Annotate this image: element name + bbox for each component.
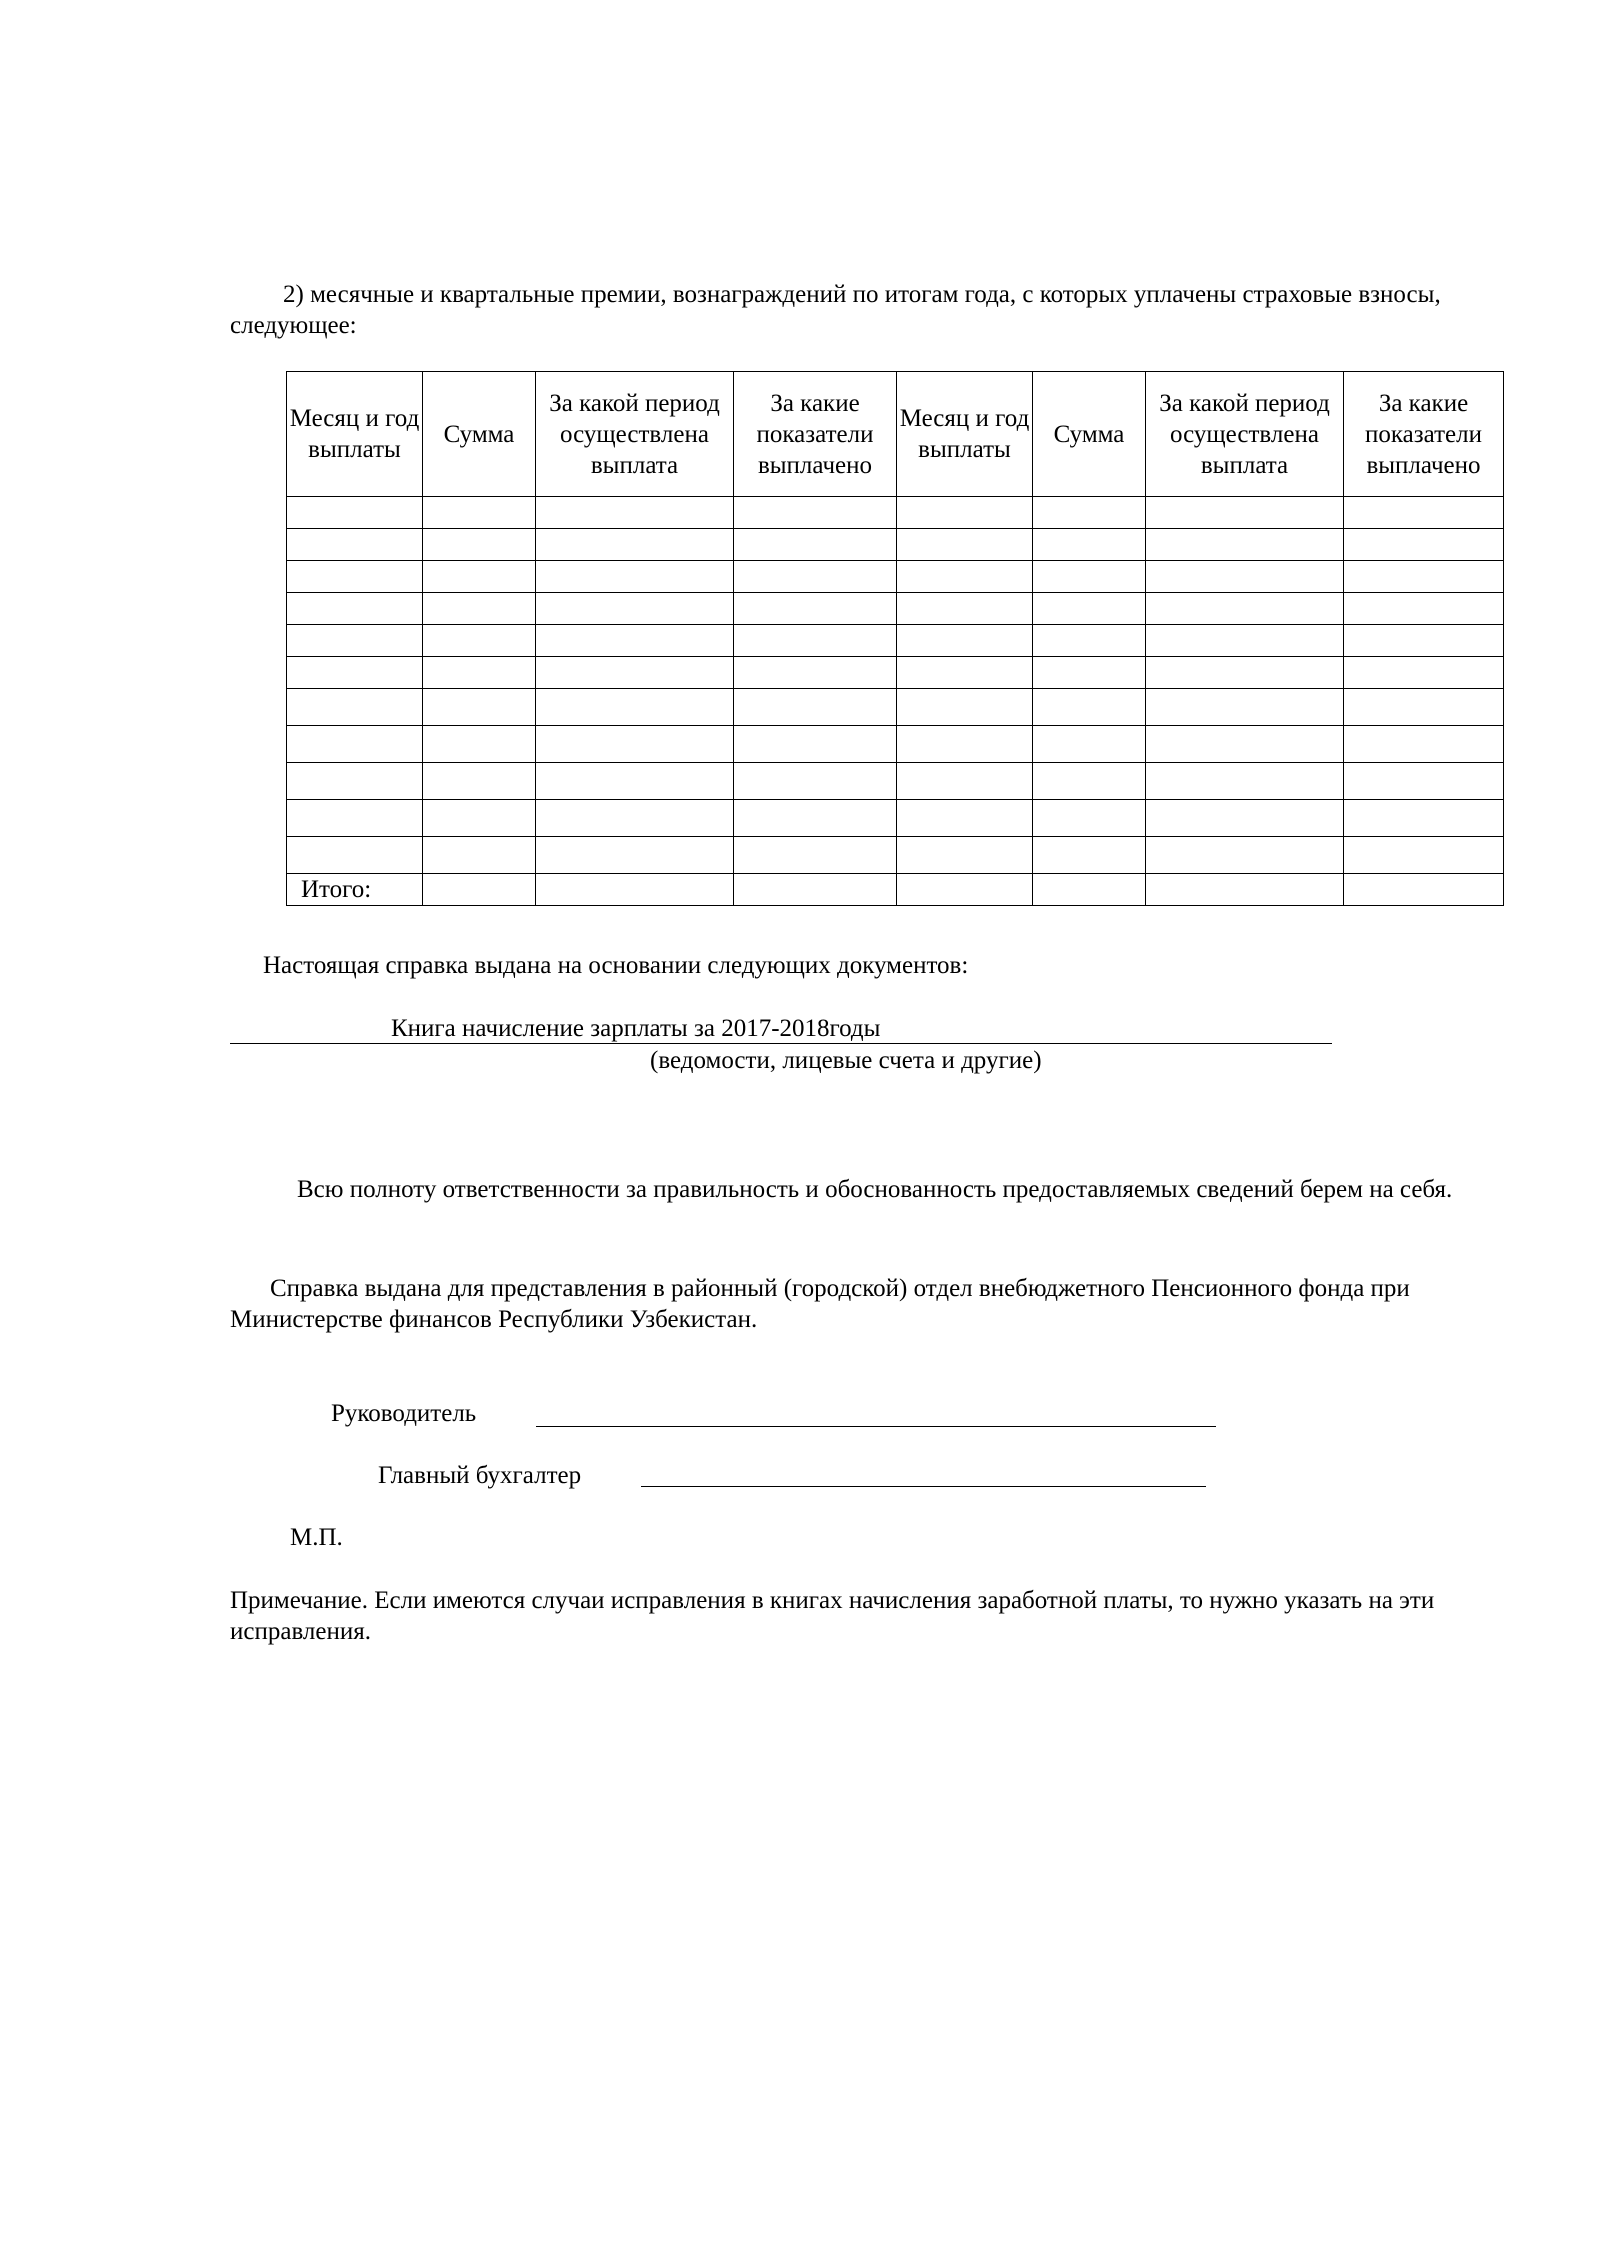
table-cell	[1344, 763, 1504, 800]
table-cell	[734, 837, 897, 874]
table-cell	[1146, 497, 1344, 529]
header-period: За какой период осуществлена выплата	[536, 372, 734, 497]
table-total-row	[287, 874, 1504, 906]
intro-text: 2) месячные и квартальные премии, вознаграждений по итогам года, с которых уплачены страховые взносы, следующее:	[230, 281, 1441, 339]
table-cell	[734, 800, 897, 837]
table-cell	[1146, 593, 1344, 625]
header-month-year-2: Месяц и год выплаты	[897, 372, 1033, 497]
table-cell	[423, 800, 536, 837]
table-cell	[1033, 689, 1146, 726]
table-cell	[1033, 593, 1146, 625]
header-month-year: Месяц и год выплаты	[287, 372, 423, 497]
table-cell	[1033, 763, 1146, 800]
table-cell	[734, 561, 897, 593]
table-cell	[897, 874, 1033, 906]
table-cell	[536, 800, 734, 837]
table-cell	[287, 800, 423, 837]
table-cell	[423, 689, 536, 726]
table-cell	[536, 689, 734, 726]
table-row	[287, 497, 1504, 529]
table-cell	[734, 593, 897, 625]
table-cell	[423, 625, 536, 657]
table-row	[287, 561, 1504, 593]
table-cell	[1344, 657, 1504, 689]
table-cell	[734, 689, 897, 726]
table-cell	[897, 689, 1033, 726]
table-cell	[423, 726, 536, 763]
table-cell	[1146, 529, 1344, 561]
table-cell	[734, 497, 897, 529]
stamp-placeholder: М.П.	[290, 1524, 343, 1551]
table-cell	[287, 837, 423, 874]
table-cell	[897, 561, 1033, 593]
table-cell	[1033, 837, 1146, 874]
table-cell	[1033, 497, 1146, 529]
chief-accountant-label: Главный бухгалтер	[378, 1462, 582, 1489]
table-header-row	[287, 372, 1504, 497]
director-label: Руководитель	[331, 1400, 477, 1427]
table-cell	[1146, 657, 1344, 689]
note-paragraph: Примечание. Если имеются случаи исправления в книгах начисления заработной платы, то нужно указать на эти исправления.	[230, 1587, 1435, 1645]
table-cell	[1033, 657, 1146, 689]
table-cell	[423, 529, 536, 561]
table-cell	[536, 726, 734, 763]
table-cell	[1146, 561, 1344, 593]
table-cell	[287, 593, 423, 625]
table-cell	[734, 529, 897, 561]
table-cell	[423, 763, 536, 800]
table-cell	[734, 763, 897, 800]
table-cell	[1146, 763, 1344, 800]
premium-table	[286, 371, 1504, 906]
table-cell	[1344, 689, 1504, 726]
table-cell	[1146, 726, 1344, 763]
table-cell	[287, 497, 423, 529]
table-cell	[536, 837, 734, 874]
table-row	[287, 657, 1504, 689]
table-cell	[897, 529, 1033, 561]
basis-document-line	[230, 1013, 1332, 1044]
table-cell	[536, 874, 734, 906]
table-cell	[1033, 726, 1146, 763]
intro-paragraph	[230, 279, 1480, 341]
table-row	[287, 837, 1504, 874]
table-cell	[423, 497, 536, 529]
table-cell	[897, 800, 1033, 837]
table-cell	[423, 874, 536, 906]
header-amount: Сумма	[423, 372, 536, 497]
table-cell	[1344, 726, 1504, 763]
table-cell	[287, 726, 423, 763]
table-cell	[287, 689, 423, 726]
table-cell	[536, 657, 734, 689]
table-row	[287, 529, 1504, 561]
table-cell	[734, 726, 897, 763]
table-cell	[1344, 874, 1504, 906]
table-row	[287, 763, 1504, 800]
table-cell	[1033, 561, 1146, 593]
basis-document: Книга начисление зарплаты за 2017-2018годы	[391, 1015, 881, 1042]
table-cell	[1033, 874, 1146, 906]
table-cell	[536, 625, 734, 657]
table-cell	[897, 763, 1033, 800]
table-cell	[1146, 689, 1344, 726]
responsibility-text: Всю полноту ответственности за правильность и обоснованность предоставляемых сведений берем на себя.	[297, 1176, 1453, 1203]
table-cell	[897, 726, 1033, 763]
table-cell	[897, 497, 1033, 529]
total-label: Итого:	[287, 874, 423, 906]
issued-for-paragraph	[230, 1273, 1490, 1335]
header-indicators: За какие показатели выплачено	[734, 372, 897, 497]
table-cell	[897, 625, 1033, 657]
table-cell	[897, 837, 1033, 874]
responsibility-paragraph	[230, 1174, 1490, 1205]
table-cell	[1344, 837, 1504, 874]
table-row	[287, 726, 1504, 763]
table-row	[287, 689, 1504, 726]
basis-intro: Настоящая справка выдана на основании следующих документов:	[263, 952, 969, 979]
table-cell	[1146, 874, 1344, 906]
table-cell	[287, 561, 423, 593]
table-cell	[1033, 529, 1146, 561]
table-cell	[734, 874, 897, 906]
table-cell	[536, 593, 734, 625]
table-cell	[423, 657, 536, 689]
table-cell	[734, 657, 897, 689]
table-row	[287, 593, 1504, 625]
table-row	[287, 800, 1504, 837]
table-cell	[1344, 593, 1504, 625]
table-cell	[897, 657, 1033, 689]
table-cell	[897, 593, 1033, 625]
table-cell	[1344, 800, 1504, 837]
chief-accountant-signature-line	[641, 1463, 1206, 1487]
table-cell	[1033, 800, 1146, 837]
table-cell	[1344, 561, 1504, 593]
issued-for-text: Справка выдана для представления в районный (городской) отдел внебюджетного Пенсионного фонда при Министерстве финансов Республики Узбекистан.	[230, 1275, 1410, 1333]
header-amount-2: Сумма	[1033, 372, 1146, 497]
table-cell	[734, 625, 897, 657]
table-cell	[423, 837, 536, 874]
table-cell	[1344, 497, 1504, 529]
table-cell	[536, 529, 734, 561]
table-cell	[1146, 800, 1344, 837]
header-indicators-2: За какие показатели выплачено	[1344, 372, 1504, 497]
table-cell	[1033, 625, 1146, 657]
table-cell	[1344, 625, 1504, 657]
table-cell	[287, 529, 423, 561]
table-cell	[536, 561, 734, 593]
table-cell	[536, 763, 734, 800]
table-cell	[287, 657, 423, 689]
table-cell	[1146, 625, 1344, 657]
table-cell	[287, 625, 423, 657]
table-cell	[423, 593, 536, 625]
table-cell	[423, 561, 536, 593]
table-cell	[1146, 837, 1344, 874]
table-row	[287, 625, 1504, 657]
director-signature-line	[536, 1403, 1216, 1427]
table-cell	[536, 497, 734, 529]
table-cell	[1344, 529, 1504, 561]
header-period-2: За какой период осуществлена выплата	[1146, 372, 1344, 497]
basis-document-caption: (ведомости, лицевые счета и другие)	[650, 1047, 1042, 1074]
table-cell	[287, 763, 423, 800]
